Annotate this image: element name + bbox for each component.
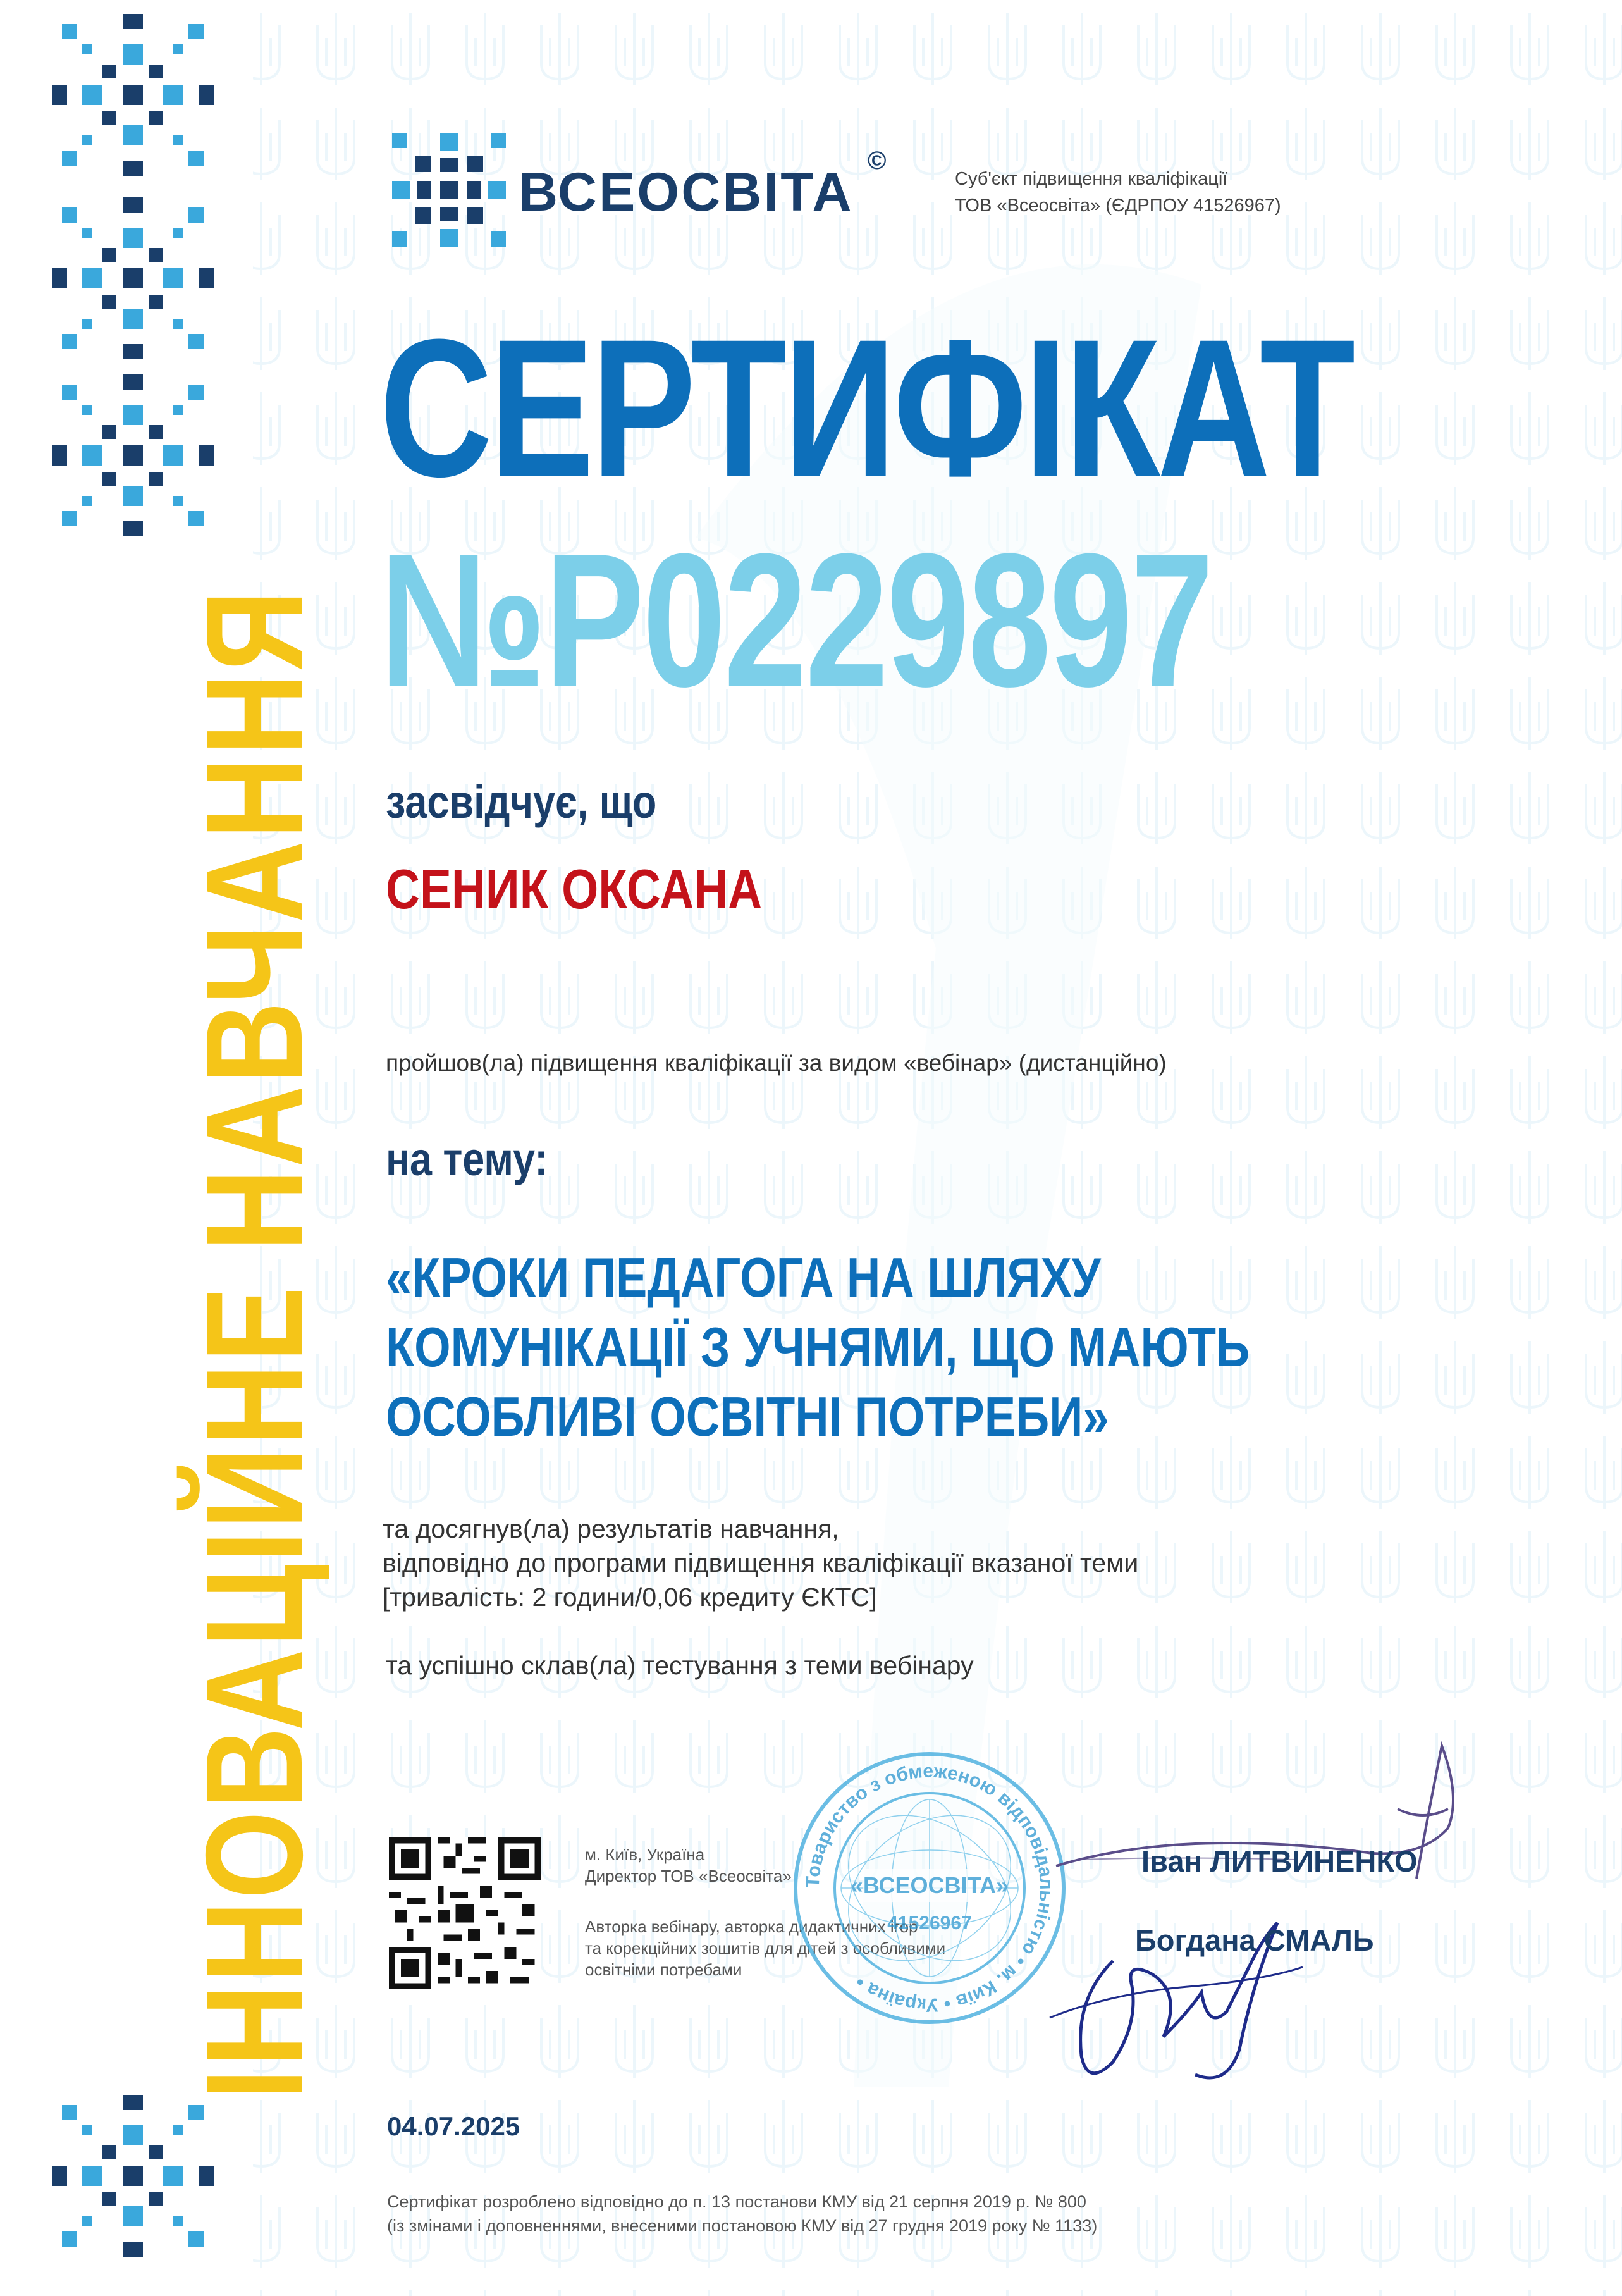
director-name: Іван ЛИТВИНЕНКО (1141, 1844, 1418, 1878)
results-line: та досягнув(ла) результатів навчання, (383, 1514, 839, 1543)
stamp-code-text: 41526967 (887, 1913, 972, 1934)
company-stamp-icon (787, 1746, 1072, 2030)
results-line: [тривалість: 2 години/0,06 кредиту ЄКТС] (383, 1583, 877, 1612)
city-text: м. Київ, Україна (585, 1845, 705, 1864)
subject-line-2: ТОВ «Всеосвіта» (ЄДРПОУ 41526967) (955, 195, 1281, 216)
footnote-line: (із змінами і доповненнями, внесеними постановою КМУ від 27 грудня 2019 року № 1133) (387, 2216, 1098, 2235)
stamp-ring-text: Товариство з обмеженою відповідальністю • м. Київ • Україна • (802, 1760, 1057, 2016)
logo-copyright: © (868, 147, 887, 175)
topic-line: КОМУНІКАЦІЇ З УЧНЯМИ, ЩО МАЮТЬ (386, 1316, 1250, 1378)
topic-label: на тему: (386, 1133, 548, 1185)
author-role-line: Авторка вебінару, авторка дидактичних ігор (585, 1917, 918, 1936)
footnote-line: Сертифікат розроблено відповідно до п. 13 постанови КМУ від 21 серпня 2019 р. № 800 (387, 2192, 1086, 2211)
topic-line: «КРОКИ ПЕДАГОГА НА ШЛЯХУ (386, 1246, 1101, 1309)
person-name: СЕНИК ОКСАНА (386, 858, 763, 920)
subject-info (955, 166, 1281, 219)
stamp-center-text: «ВСЕОСВІТА» (850, 1872, 1009, 1898)
certifies-text: засвідчує, що (386, 775, 657, 828)
issue-date: 04.07.2025 (387, 2111, 520, 2141)
author-role-line: освітніми потребами (585, 1960, 742, 1979)
testing-text: та успішно склав(ла) тестування з теми вебінару (386, 1651, 974, 1680)
qr-code-icon[interactable] (389, 1837, 541, 1989)
certificate-number: №P0229897 (379, 514, 1212, 726)
topic-line: ОСОБЛИВІ ОСВІТНІ ПОТРЕБИ» (386, 1385, 1109, 1448)
topic-title (386, 1243, 1342, 1452)
author-role-line: та корекційних зошитів для дітей з особливими (585, 1939, 946, 1958)
passed-text: пройшов(ла) підвищення кваліфікації за видом «вебінар» (дистанційно) (386, 1050, 1167, 1076)
certificate-title: СЕРТИФІКАТ (379, 298, 1353, 517)
subject-line-1: Суб'єкт підвищення кваліфікації (955, 169, 1228, 189)
logo-text: ВСЕОСВІТА (519, 162, 854, 223)
author-name: Богдана СМАЛЬ (1135, 1923, 1374, 1957)
side-vertical-title: ІННОВАЦІЙНЕ НАВЧАННЯ (178, 588, 331, 2100)
footnote (387, 2190, 1097, 2238)
director-role: Директор ТОВ «Всеосвіта» (585, 1867, 792, 1886)
results-line: відповідно до програми підвищення кваліфікації вказаної теми (383, 1548, 1139, 1577)
results-text (383, 1512, 1138, 1614)
director-signature (1043, 1733, 1486, 1910)
